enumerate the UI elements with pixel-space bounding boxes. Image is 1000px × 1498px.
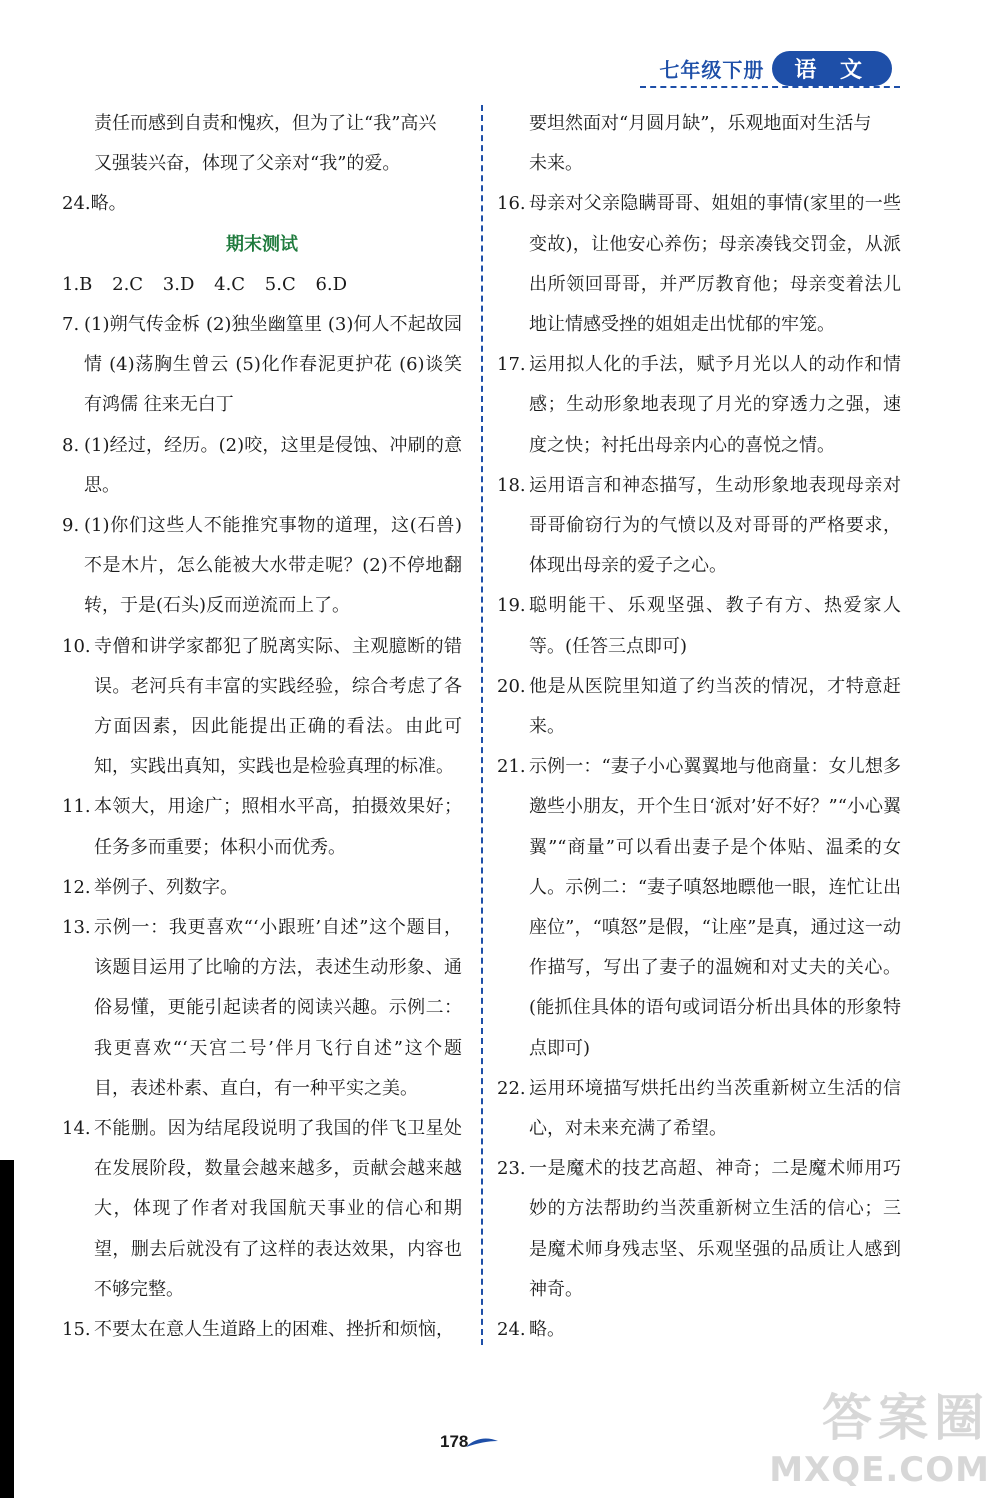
item-number: 19. <box>497 595 526 617</box>
continued-text: 责任而感到自责和愧疚，但为了让“我”高兴 <box>94 113 437 134</box>
left-column <box>62 104 462 1350</box>
item-text: 他是从医院里知道了约当茨的情况，才特意赶来。 <box>529 675 901 738</box>
item-number: 18. <box>497 474 526 496</box>
continued-text: 未来。 <box>529 153 583 175</box>
item-text: (1)经过，经历。(2)咬，这里是侵蚀、冲刷的意思。 <box>84 434 462 496</box>
item-number: 9. <box>62 515 80 537</box>
item-text: 不要太在意人生道路上的困难、挫折和烦恼， <box>94 1319 454 1341</box>
watermark <box>769 1378 990 1490</box>
item-text: 运用拟人化的手法，赋予月光以人的动作和情感；生动形象地表现了月光的穿透力之强，速度之快；衬托出母亲内心的喜悦之情。 <box>529 354 901 456</box>
page-swoosh-icon <box>464 1435 500 1449</box>
item-text: 示例一：我更喜欢“‘小跟班’自述”这个题目，该题目运用了比喻的方法，表述生动形象、通俗易懂，更能引起读者的阅读兴趣。示例二：我更喜欢“‘天宫二号’伴月飞行自述”这个题目，表述朴素、直白，有一种平实之美。 <box>94 917 462 1099</box>
item-text: (1)你们这些人不能推究事物的道理，这(石兽)不是木片，怎么能被大水带走呢？(2)不停地翻转，于是(石头)反而逆流而上了。 <box>84 515 462 617</box>
answer-item <box>62 426 462 506</box>
continued-text: 要坦然面对“月圆月缺”，乐观地面对生活与 <box>529 113 872 134</box>
answer-item <box>62 305 462 426</box>
item-number: 15. <box>62 1319 91 1341</box>
item-number: 20. <box>497 675 526 697</box>
item-text: 聪明能干、乐观坚强、教子有方、热爱家人等。(任答三点即可) <box>529 595 901 657</box>
item-text: 运用语言和神态描写，生动形象地表现母亲对哥哥偷窃行为的气愤以及对哥哥的严格要求，体现出母亲的爱子之心。 <box>529 474 901 577</box>
answer-item <box>497 747 901 1069</box>
scan-edge-bar <box>0 1160 14 1498</box>
item-text: 不能删。因为结尾段说明了我国的伴飞卫星处在发展阶段，数量会越来越多，贡献会越来越大，体现了作者对我国航天事业的信心和期望，删去后就没有了这样的表达效果，内容也不够完整。 <box>94 1118 462 1300</box>
item-number: 21. <box>497 756 526 778</box>
page-footer <box>440 1432 500 1452</box>
item-text: (1)朔气传金柝 (2)独坐幽篁里 (3)何人不起故园情 (4)荡胸生曾云 (5)化作春泥更护花 (6)谈笑有鸿儒 往来无白丁 <box>84 314 462 416</box>
item-text: 示例一：“妻子小心翼翼地与他商量：女儿想多邀些小朋友，开个生日‘派对’好不好？”“小心翼翼”“商量”可以看出妻子是个体贴、温柔的女人。示例二：“妻子嗔怒地瞟他一眼，连忙让出座位”，“嗔怒”是假，“让座”是真，通过这一动作描写，写出了妻子的温婉和对丈夫的关心。(能抓住具体的语句或词语分析出具体的形象特点即可) <box>529 756 901 1059</box>
item-text: 略。 <box>90 193 127 215</box>
right-column <box>497 104 901 1350</box>
page-header <box>659 48 892 88</box>
item-text: 运用环境描写烘托出约当茨重新树立生活的信心，对未来充满了希望。 <box>529 1077 901 1140</box>
item-text: 母亲对父亲隐瞒哥哥、姐姐的事情(家里的一些变故)，让他安心养伤；母亲凑钱交罚金，从派出所领回哥哥，并严厉教育他；母亲变着法儿地让情感受挫的姐姐走出忧郁的牢笼。 <box>529 193 901 336</box>
subject-badge: 语 文 <box>772 51 892 86</box>
section-title: 期末测试 <box>226 233 298 255</box>
item-number: 14. <box>62 1118 91 1140</box>
answer-item <box>497 1069 901 1149</box>
item-text: 本领大，用途广；照相水平高，拍摄效果好；任务多而重要；体积小而优秀。 <box>94 796 462 858</box>
answer-item <box>497 667 901 747</box>
answer-item <box>62 908 462 1109</box>
item-number: 8. <box>62 434 80 456</box>
answer-item <box>497 466 901 587</box>
answer-item <box>62 1310 462 1350</box>
column-divider <box>481 105 483 1345</box>
grade-label: 七年级下册 <box>659 57 765 82</box>
item-number: 24. <box>62 193 91 215</box>
item-number: 7. <box>62 314 80 336</box>
answer-item <box>497 1310 901 1350</box>
multiple-choice-answers: 1.B 2.C 3.D 4.C 5.C 6.D <box>62 273 348 295</box>
item-number: 17. <box>497 354 526 376</box>
answer-item <box>62 184 462 224</box>
page-number: 178 <box>440 1432 469 1451</box>
item-text: 一是魔术的技艺高超、神奇；二是魔术师用巧妙的方法帮助约当茨重新树立生活的信心；三是魔术师身残志坚、乐观坚强的品质让人感到神奇。 <box>529 1158 901 1300</box>
watermark-url: MXQE.COM <box>769 1450 990 1490</box>
answer-item <box>62 868 462 908</box>
item-text: 举例子、列数字。 <box>94 876 238 898</box>
item-number: 22. <box>497 1077 526 1099</box>
item-number: 13. <box>62 917 91 939</box>
answer-item <box>62 1109 462 1310</box>
answer-item <box>497 1149 901 1310</box>
continued-text: 又强装兴奋，体现了父亲对“我”的爱。 <box>94 153 401 175</box>
header-divider <box>640 86 900 88</box>
answer-item <box>62 506 462 627</box>
answer-item <box>62 787 462 867</box>
item-number: 11. <box>62 796 91 818</box>
answer-item <box>497 184 901 345</box>
item-number: 16. <box>497 193 526 215</box>
answer-item <box>62 627 462 788</box>
item-number: 23. <box>497 1158 526 1180</box>
item-number: 12. <box>62 876 91 898</box>
answer-item <box>497 345 901 466</box>
watermark-logo: 答案圈 <box>822 1389 990 1447</box>
item-number: 10. <box>62 635 91 657</box>
item-number: 24. <box>497 1319 526 1341</box>
answer-item <box>497 586 901 666</box>
item-text: 略。 <box>529 1319 565 1341</box>
item-text: 寺僧和讲学家都犯了脱离实际、主观臆断的错误。老河兵有丰富的实践经验，综合考虑了各方面因素，因此能提出正确的看法。由此可知，实践出真知，实践也是检验真理的标准。 <box>94 635 462 778</box>
